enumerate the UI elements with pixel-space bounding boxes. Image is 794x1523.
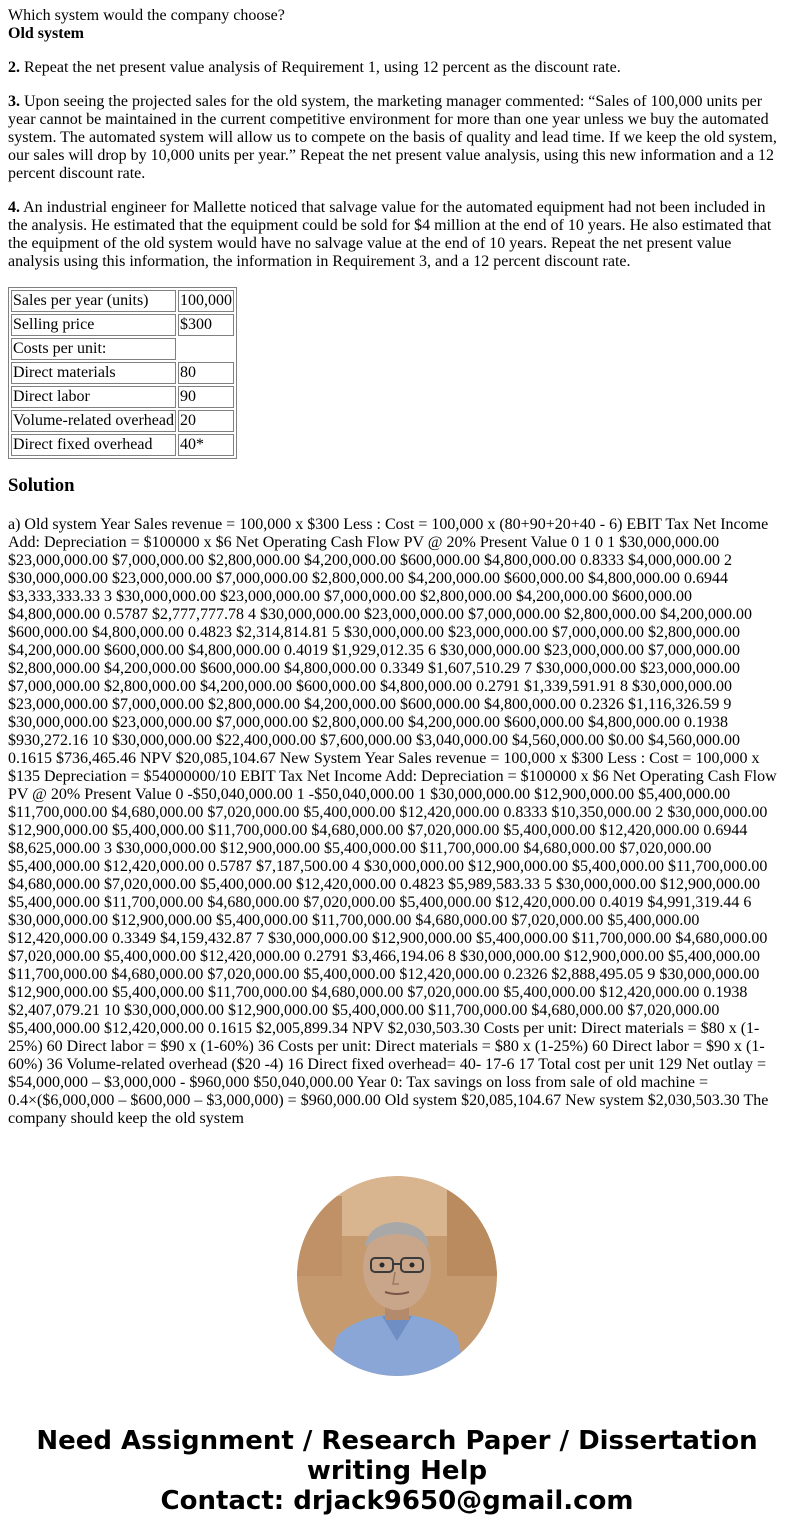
- requirement-text: Repeat the net present value analysis of Requirement 1, using 12 percent as the discount rate.: [20, 59, 621, 76]
- intro-block: [8, 7, 786, 43]
- row-value: 80: [178, 362, 234, 384]
- table-row: [11, 362, 234, 384]
- row-label: Selling price: [11, 314, 176, 336]
- row-label: Volume-related overhead: [11, 410, 176, 432]
- solution-heading: Solution: [8, 475, 75, 496]
- row-value: 100,000: [178, 290, 234, 312]
- intro-question: Which system would the company choose?: [8, 7, 285, 24]
- table-row: [11, 410, 234, 432]
- requirement-number: 2.: [8, 59, 20, 76]
- row-value: $300: [178, 314, 234, 336]
- promo-contact: Contact: drjack9650@gmail.com: [160, 1486, 634, 1516]
- promo-banner: [8, 1426, 786, 1516]
- requirement-text: Upon seeing the projected sales for the old system, the marketing manager commented: “Sales of 100,000 units per year cannot be maintained in the current competitive environment for more than one year unless we buy the automated system. The automated system will allow us to compete on the basis of quality and lead time. If we keep the old system, our sales will drop by 10,000 units per year.” Repeat the net present value analysis, using this new information and a 12 percent discount rate.: [8, 93, 777, 182]
- row-label: Direct materials: [11, 362, 176, 384]
- intro-answer: Old system: [8, 25, 84, 42]
- row-value: 40*: [178, 434, 234, 456]
- requirement-number: 3.: [8, 93, 20, 110]
- row-label: Direct labor: [11, 386, 176, 408]
- table-row: [11, 434, 234, 456]
- solution-body: a) Old system Year Sales revenue = 100,000 x $300 Less : Cost = 100,000 x (80+90+20+40 - 6) EBIT Tax Net Income Add: Depreciation = $100000 x $6 Net Operating Cash Flow PV @ 20% Present Value 0 1 0 1 $30,000,000.00 $23,000,000.00 $7,000,000.00 $2,800,000.00 $4,200,000.00 $600,000.00 $4,800,000.00 0.8333 $4,000,000.00 2 $30,000,000.00 $23,000,000.00 $7,000,000.00 $2,800,000.00 $4,200,000.00 $600,000.00 $4,800,000.00 0.6944 $3,333,333.33 3 $30,000,000.00 $23,000,000.00 $7,000,000.00 $2,800,000.00 $4,200,000.00 $600,000.00 $4,800,000.00 0.5787 $2,777,777.78 4 $30,000,000.00 $23,000,000.00 $7,000,000.00 $2,800,000.00 $4,200,000.00 $600,000.00 $4,800,000.00 0.4823 $2,314,814.81 5 $30,000,000.00 $23,000,000.00 $7,000,000.00 $2,800,000.00 $4,200,000.00 $600,000.00 $4,800,000.00 0.4019 $1,929,012.35 6 $30,000,000.00 $23,000,000.00 $7,000,000.00 $2,800,000.00 $4,200,000.00 $600,000.00 $4,800,000.00 0.3349 $1,607,510.29 7 $30,000,000.00 $23,000,000.00 $7,000,000.00 $2,800,000.00 $4,200,000.00 $600,000.00 $4,800,000.00 0.2791 $1,339,591.91 8 $30,000,000.00 $23,000,000.00 $7,000,000.00 $2,800,000.00 $4,200,000.00 $600,000.00 $4,800,000.00 0.2326 $1,116,326.59 9 $30,000,000.00 $23,000,000.00 $7,000,000.00 $2,800,000.00 $4,200,000.00 $600,000.00 $4,800,000.00 0.1938 $930,272.16 10 $30,000,000.00 $22,400,000.00 $7,600,000.00 $3,040,000.00 $4,560,000.00 $0.00 $4,560,000.00 0.1615 $736,465.46 NPV $20,085,104.67 New System Year Sales revenue = 100,000 x $300 Less : Cost = 100,000 x $135 Depreciation = $54000000/10 EBIT Tax Net Income Add: Depreciation = $100000 x $6 Net Operating Cash Flow PV @ 20% Present Value 0 -$50,040,000.00 1 -$50,040,000.00 1 $30,000,000.00 $12,900,000.00 $5,400,000.00 $11,700,000.00 $4,680,000.00 $7,020,000.00 $5,400,000.00 $12,420,000.00 0.8333 $10,350,000.00 2 $30,000,000.00 $12,900,000.00 $5,400,000.00 $11,700,000.00 $4,680,000.00 $7,020,000.00 $5,400,000.00 $12,420,000.00 0.6944 $8,625,000.00 3 $30,000,000.00 $12,900,000.00 $5,400,000.00 $11,700,000.00 $4,680,000.00 $7,020,000.00 $5,400,000.00 $12,420,000.00 0.5787 $7,187,500.00 4 $30,000,000.00 $12,900,000.00 $5,400,000.00 $11,700,000.00 $4,680,000.00 $7,020,000.00 $5,400,000.00 $12,420,000.00 0.4823 $5,989,583.33 5 $30,000,000.00 $12,900,000.00 $5,400,000.00 $11,700,000.00 $4,680,000.00 $7,020,000.00 $5,400,000.00 $12,420,000.00 0.4019 $4,991,319.44 6 $30,000,000.00 $12,900,000.00 $5,400,000.00 $11,700,000.00 $4,680,000.00 $7,020,000.00 $5,400,000.00 $12,420,000.00 0.3349 $4,159,432.87 7 $30,000,000.00 $12,900,000.00 $5,400,000.00 $11,700,000.00 $4,680,000.00 $7,020,000.00 $5,400,000.00 $12,420,000.00 0.2791 $3,466,194.06 8 $30,000,000.00 $12,900,000.00 $5,400,000.00 $11,700,000.00 $4,680,000.00 $7,020,000.00 $5,400,000.00 $12,420,000.00 0.2326 $2,888,495.05 9 $30,000,000.00 $12,900,000.00 $5,400,000.00 $11,700,000.00 $4,680,000.00 $7,020,000.00 $5,400,000.00 $12,420,000.00 0.1938 $2,407,079.21 10 $30,000,000.00 $12,900,000.00 $5,400,000.00 $11,700,000.00 $4,680,000.00 $7,020,000.00 $5,400,000.00 $12,420,000.00 0.1615 $2,005,899.34 NPV $2,030,503.30 Costs per unit: Direct materials = $80 x (1-25%) 60 Direct labor = $90 x (1-60%) 36 Costs per unit: Direct materials = $80 x (1-25%) 60 Direct labor = $90 x (1-60%) 36 Volume-related overhead ($20 -4) 16 Direct fixed overhead= 40- 17-6 17 Total cost per unit 129 Net outlay = $54,000,000 – $3,000,000 - $960,000 $50,040,000.00 Year 0: Tax savings on loss from sale of old machine = 0.4×($6,000,000 – $600,000 – $3,000,000) = $960,000.00 Old system $20,085,104.67 New system $2,030,503.30 The company should keep the old system: [8, 516, 777, 1127]
- requirement-number: 4.: [8, 199, 20, 216]
- avatar: [297, 1176, 497, 1376]
- table-row: [11, 314, 234, 336]
- cost-data-table: [8, 287, 237, 459]
- requirement-text: An industrial engineer for Mallette noticed that salvage value for the automated equipment had not been included in the analysis. He estimated that the equipment could be sold for $4 million at the end of 10 years. He also estimated that the equipment of the old system would have no salvage value at the end of 10 years. Repeat the net present value analysis using this information, the information in Requirement 3, and a 12 percent discount rate.: [8, 199, 772, 270]
- row-value: [178, 338, 234, 360]
- row-label: Direct fixed overhead: [11, 434, 176, 456]
- avatar-container: [8, 1176, 786, 1376]
- requirement-2: [8, 59, 786, 77]
- row-label: Sales per year (units): [11, 290, 176, 312]
- row-label: Costs per unit:: [11, 338, 176, 360]
- table-row: [11, 290, 234, 312]
- table-row: [11, 338, 234, 360]
- table-row: [11, 386, 234, 408]
- row-value: 90: [178, 386, 234, 408]
- requirement-3: [8, 93, 786, 183]
- promo-line: Need Assignment / Research Paper / Dissertation writing Help: [36, 1426, 758, 1486]
- row-value: 20: [178, 410, 234, 432]
- requirement-4: [8, 199, 786, 271]
